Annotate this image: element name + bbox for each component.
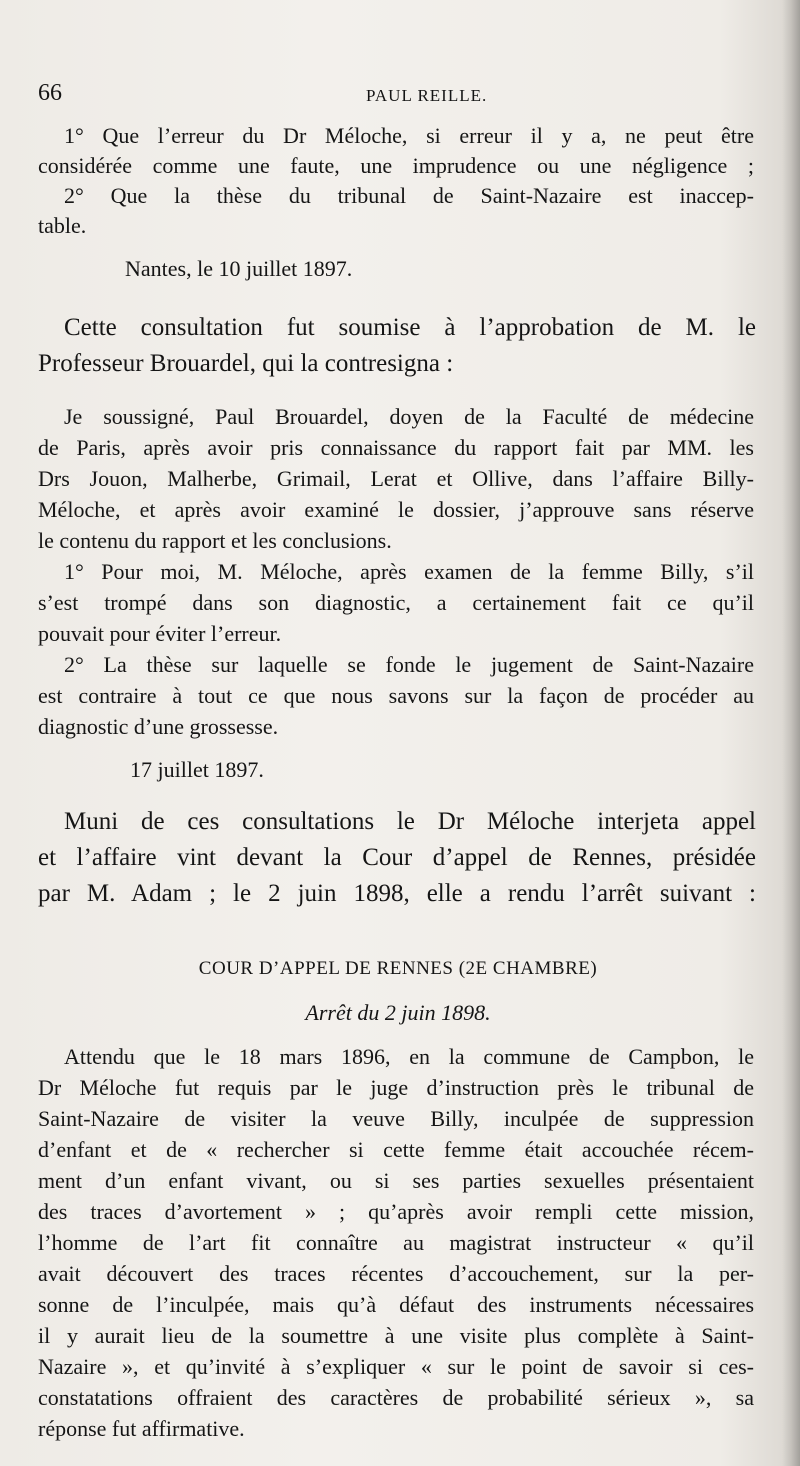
- page-edge-shadow: [782, 0, 800, 1466]
- text-line: l’homme de l’art fit connaître au magistrat instructeur « qu’il: [38, 1230, 754, 1255]
- text-line: de Paris, après avoir pris connaissance du rapport fait par MM. les: [38, 435, 754, 460]
- running-head: PAUL REILLE.: [366, 86, 488, 105]
- text-line: d’enfant et de « rechercher si cette femme était accouchée récem-: [38, 1137, 754, 1162]
- text-line: et l’affaire vint devant la Cour d’appel de Rennes, présidée: [38, 844, 756, 871]
- text-line: 2° La thèse sur laquelle se fonde le jugement de Saint-Nazaire: [64, 652, 754, 677]
- text-line: il y aurait lieu de la soumettre à une visite plus complète à Saint-: [38, 1323, 754, 1348]
- text-line: Saint-Nazaire de visiter la veuve Billy, inculpée de suppression: [38, 1106, 754, 1131]
- text-line: COUR D’APPEL DE RENNES (2E CHAMBRE): [198, 958, 598, 979]
- text-line: 1° Que l’erreur du Dr Méloche, si erreur il y a, ne peut être: [64, 123, 754, 148]
- text-line: Je soussigné, Paul Brouardel, doyen de la Faculté de médecine: [64, 404, 754, 429]
- text-line: Nazaire », et qu’invité à s’expliquer « sur le point de savoir si ces-: [38, 1354, 754, 1379]
- text-line: avait découvert des traces récentes d’accouchement, sur la per-: [38, 1261, 754, 1286]
- text-line: Nantes, le 10 juillet 1897.: [125, 256, 353, 281]
- text-line: s’est trompé dans son diagnostic, a certainement fait ce qu’il: [38, 590, 754, 615]
- text-line: Dr Méloche fut requis par le juge d’instruction près le tribunal de: [38, 1075, 754, 1100]
- text-line: considérée comme une faute, une imprudence ou une négligence ;: [38, 153, 754, 178]
- text-line: Arrêt du 2 juin 1898.: [305, 1000, 491, 1025]
- page-number: 66: [38, 80, 62, 106]
- text-line: Drs Jouon, Malherbe, Grimail, Lerat et Ollive, dans l’affaire Billy-: [38, 466, 754, 491]
- text-line: le contenu du rapport et les conclusions.: [38, 528, 392, 553]
- text-line: des traces d’avortement » ; qu’après avoir rempli cette mission,: [38, 1199, 754, 1224]
- text-line: 1° Pour moi, M. Méloche, après examen de la femme Billy, s’il: [64, 559, 754, 584]
- text-line: diagnostic d’une grossesse.: [38, 714, 279, 739]
- text-line: 2° Que la thèse du tribunal de Saint-Nazaire est inaccep-: [64, 183, 754, 208]
- text-line: Attendu que le 18 mars 1896, en la commune de Campbon, le: [64, 1044, 754, 1069]
- page-header: [38, 80, 758, 112]
- text-line: par M. Adam ; le 2 juin 1898, elle a rendu l’arrêt suivant :: [38, 880, 756, 907]
- text-line: Muni de ces consultations le Dr Méloche interjeta appel: [64, 808, 756, 835]
- text-line: Professeur Brouardel, qui la contresigna :: [38, 350, 454, 377]
- text-line: est contraire à tout ce que nous savons sur la façon de procéder au: [38, 683, 754, 708]
- text-line: Méloche, et après avoir examiné le dossier, j’approuve sans réserve: [38, 497, 754, 522]
- text-line: table.: [38, 213, 87, 238]
- text-line: sonne de l’inculpée, mais qu’à défaut des instruments nécessaires: [38, 1292, 754, 1317]
- text-line: Cette consultation fut soumise à l’approbation de M. le: [64, 314, 756, 341]
- text-line: pouvait pour éviter l’erreur.: [38, 621, 282, 646]
- text-line: 17 juillet 1897.: [130, 757, 264, 782]
- text-line: ment d’un enfant vivant, ou si ses parties sexuelles présentaient: [38, 1168, 754, 1193]
- text-line: réponse fut affirmative.: [38, 1416, 245, 1441]
- text-line: constatations offraient des caractères de probabilité sérieux », sa: [38, 1385, 754, 1410]
